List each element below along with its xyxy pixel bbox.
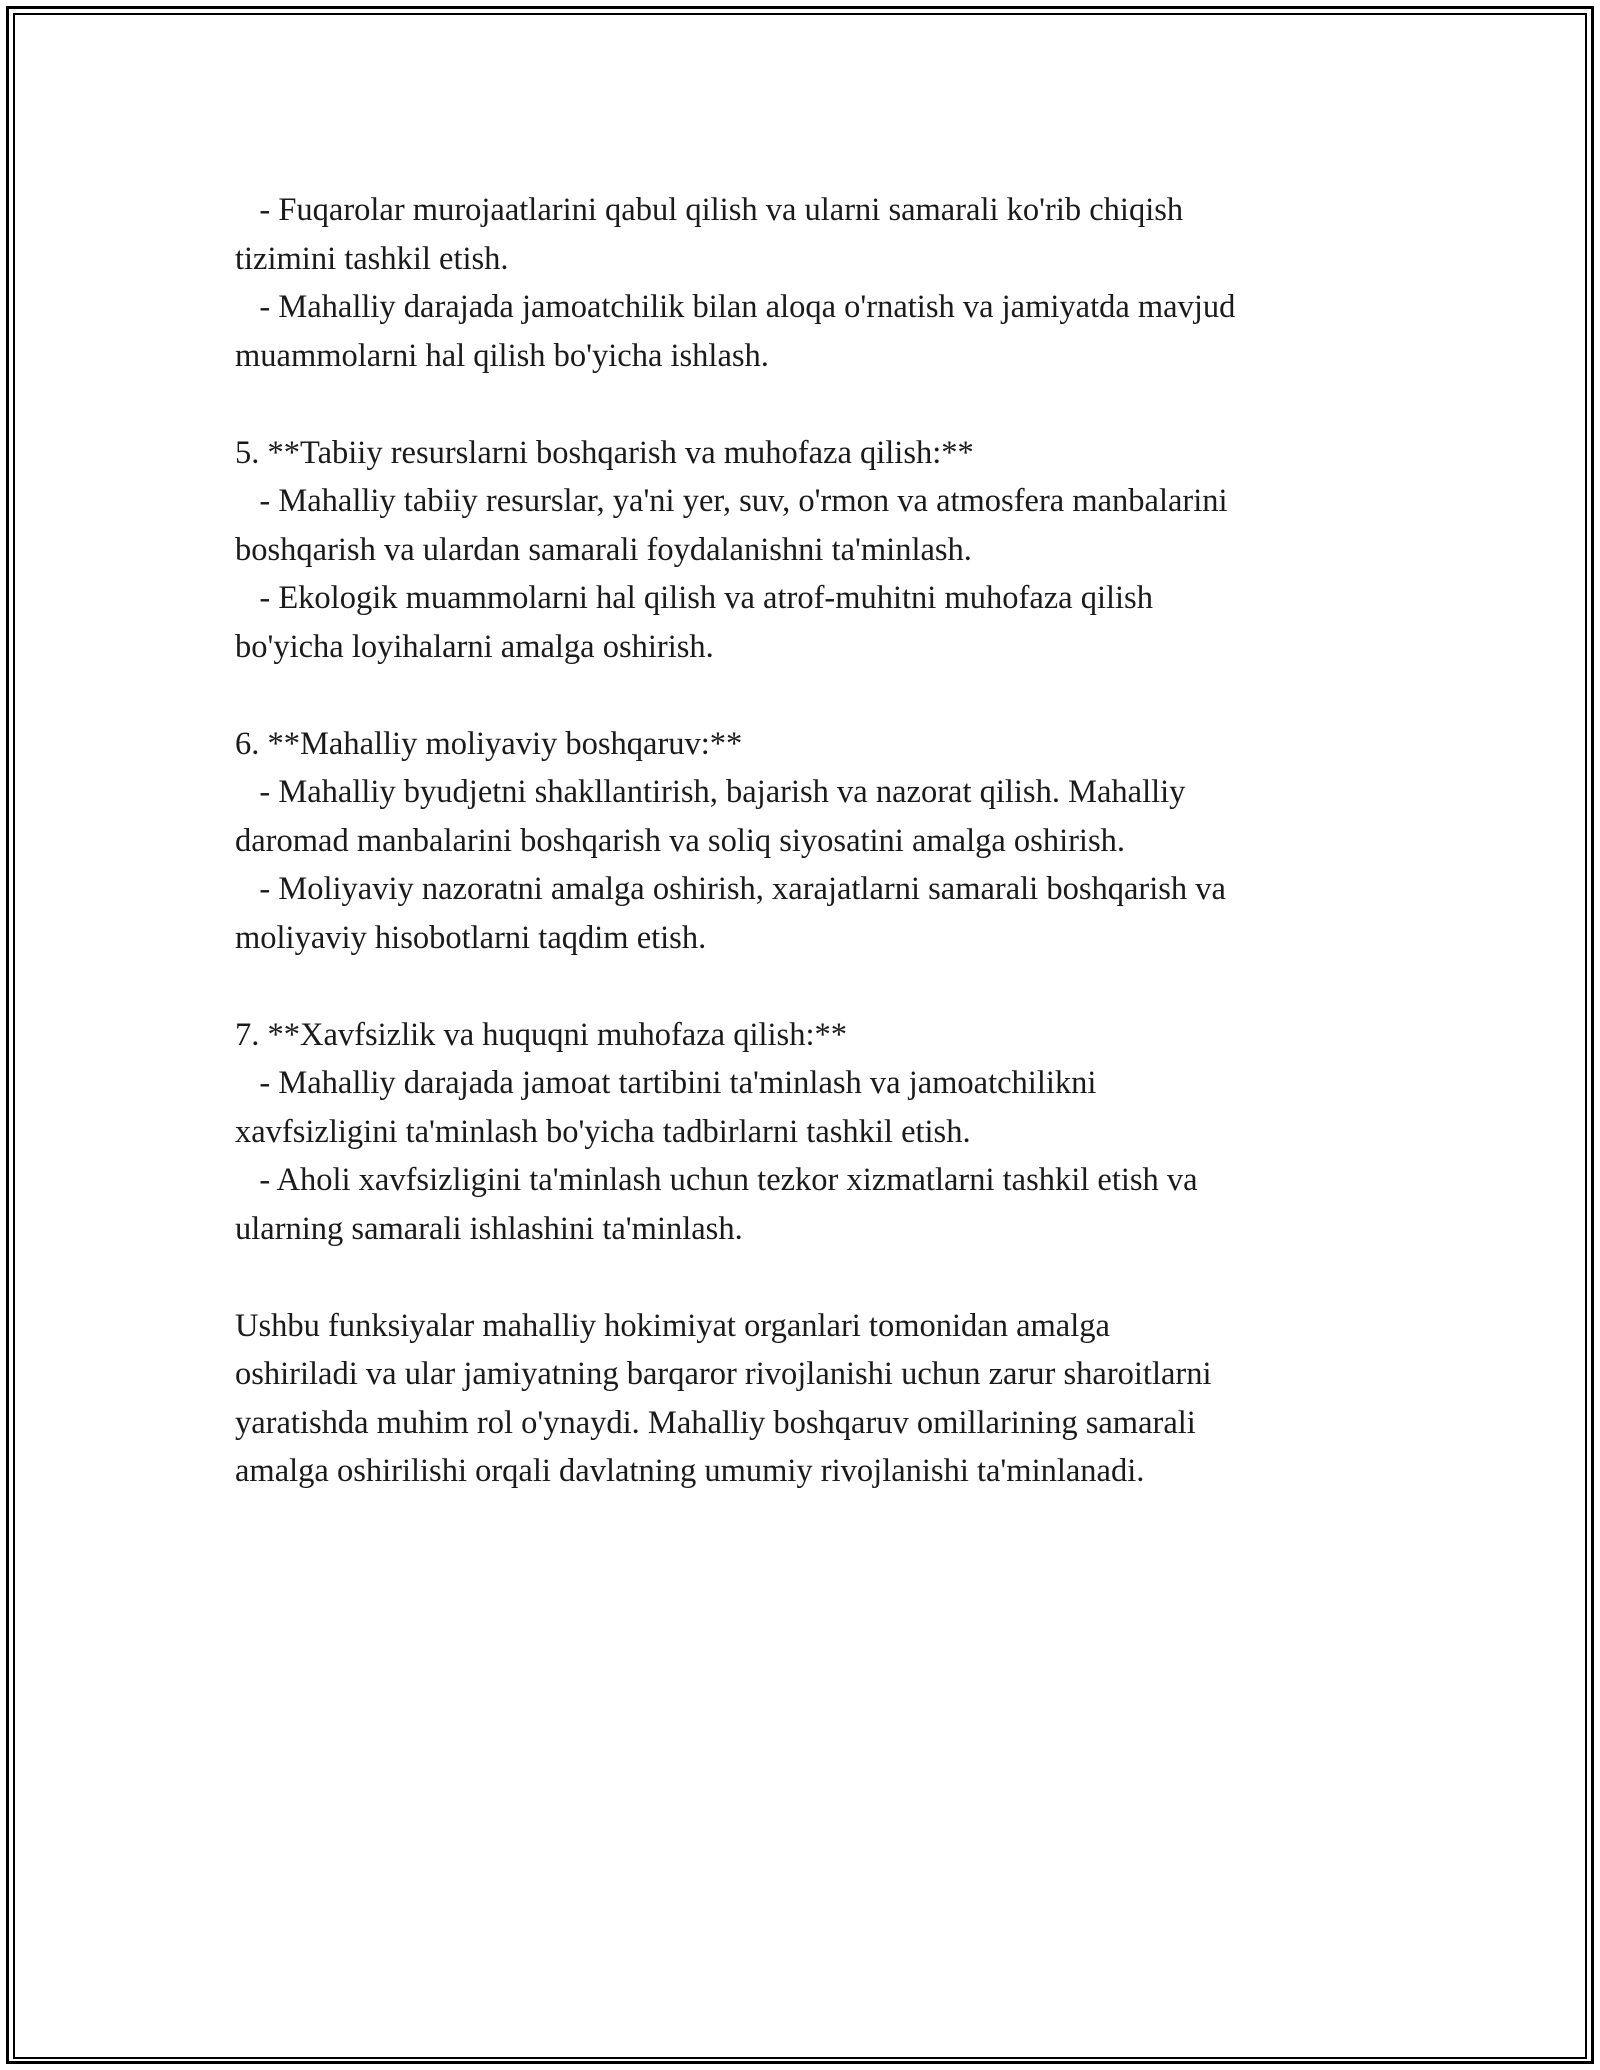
text-line: tizimini tashkil etish. — [235, 240, 509, 277]
text-line: daromad manbalarini boshqarish va soliq siyosatini amalga oshirish. — [235, 822, 1125, 859]
text-line: boshqarish va ulardan samarali foydalanishni ta'minlash. — [235, 531, 972, 568]
text-line: - Moliyaviy nazoratni amalga oshirish, xarajatlarni samarali boshqarish va — [235, 871, 1226, 907]
text-line: - Mahalliy tabiiy resurslar, ya'ni yer, suv, o'rmon va atmosfera manbalarini — [235, 483, 1228, 519]
conclusion-line: amalga oshirilishi orqali davlatning umumiy rivojlanishi ta'minlanadi. — [235, 1453, 1145, 1489]
text-line: ularning samarali ishlashini ta'minlash. — [235, 1210, 743, 1247]
text-line: - Fuqarolar murojaatlarini qabul qilish va ularni samarali ko'rib chiqish — [235, 192, 1184, 228]
text-line: muammolarni hal qilish bo'yicha ishlash. — [235, 337, 769, 374]
blank-line — [235, 962, 1395, 1011]
text-line: - Mahalliy darajada jamoat tartibini ta'minlash va jamoatchilikni — [235, 1065, 1097, 1101]
text-line: moliyaviy hisobotlarni taqdim etish. — [235, 919, 707, 956]
text-line: - Ekologik muammolarni hal qilish va atrof-muhitni muhofaza qilish — [235, 580, 1153, 616]
conclusion-line: Ushbu funksiyalar mahalliy hokimiyat organlari tomonidan amalga — [235, 1307, 1110, 1344]
blank-line — [235, 671, 1395, 720]
section-heading-6: 6. **Mahalliy moliyaviy boshqaruv:** — [235, 725, 743, 762]
text-line: - Aholi xavfsizligini ta'minlash uchun tezkor xizmatlarni tashkil etish va — [235, 1162, 1198, 1198]
text-line: bo'yicha loyihalarni amalga oshirish. — [235, 628, 714, 665]
conclusion-line: yaratishda muhim rol o'ynaydi. Mahalliy boshqaruv omillarining samarali — [235, 1404, 1196, 1441]
text-line: xavfsizligini ta'minlash bo'yicha tadbirlarni tashkil etish. — [235, 1113, 971, 1150]
document-body — [235, 186, 1395, 1496]
text-line: - Mahalliy darajada jamoatchilik bilan aloqa o'rnatish va jamiyatda mavjud — [235, 289, 1236, 325]
section-heading-7: 7. **Xavfsizlik va huquqni muhofaza qilish:** — [235, 1016, 847, 1053]
conclusion-line: oshiriladi va ular jamiyatning barqaror rivojlanishi uchun zarur sharoitlarni — [235, 1356, 1212, 1392]
blank-line — [235, 380, 1395, 429]
text-line: - Mahalliy byudjetni shakllantirish, bajarish va nazorat qilish. Mahalliy — [235, 774, 1186, 810]
blank-line — [235, 1253, 1395, 1302]
section-heading-5: 5. **Tabiiy resurslarni boshqarish va muhofaza qilish:** — [235, 434, 974, 471]
